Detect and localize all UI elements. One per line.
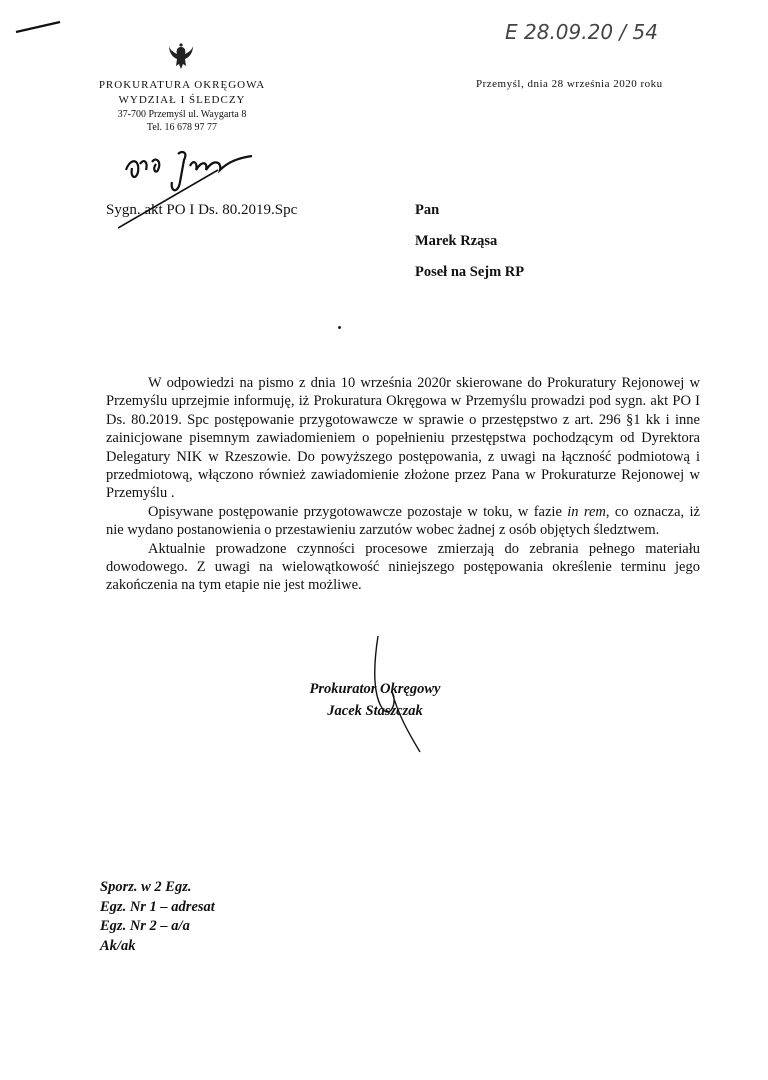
case-reference: Sygn. akt PO I Ds. 80.2019.Spc [106, 202, 298, 218]
body-paragraph: Opisywane postępowanie przygotowawcze pozostaje w toku, w fazie in rem, co oznacza, iż nie wydano postanowienia o przestawieniu zarzutów wobec żadnej z osób objętych śledztwem. [106, 503, 700, 539]
office-name: PROKURATURA OKRĘGOWA [98, 79, 266, 91]
place-date: Przemyśl, dnia 28 września 2020 roku [476, 78, 663, 90]
recipient-block [415, 202, 524, 295]
body-paragraph: Aktualnie prowadzone czynności procesowe zmierzają do zebrania pełnego materiału dowodowego. Z uwagi na wielowątkowość niniejszego postępowania określenie terminu jego zakończenia na tym etapie nie jest możliwe. [106, 540, 700, 594]
distribution-item: Sporz. w 2 Egz. [100, 879, 192, 895]
recipient-name: Marek Rząsa [415, 233, 498, 249]
recipient-title: Poseł na Sejm RP [415, 264, 525, 280]
latin-phrase: in rem [567, 503, 606, 520]
department-name: WYDZIAŁ I ŚLEDCZY [118, 93, 246, 106]
office-phone: Tel. 16 678 97 77 [146, 122, 218, 134]
header-office [92, 78, 272, 135]
body-paragraph: W odpowiedzi na pismo z dnia 10 września 2020r skierowane do Prokuratury Rejonowej w Przemyślu uprzejmie informuję, iż Prokuratura Okręgowa w Przemyślu prowadzi pod sygn. akt PO I Ds. 80.2019. Spc postępowanie przygotowawcze w sprawie o przestępstwo z art. 296 §1 kk i inne zainicjowane pisemnym zawiadomieniem o popełnieniu przestępstwa pochodzącym od Dyrektora Delegatury NIK w Rzeszowie. Do powyższego postępowania, z uwagi na łączność podmiotową i przedmiotową, włączono również zawiadomienie złożone przez Pana w Prokuraturze Rejonowej w Przemyślu . [106, 375, 700, 502]
recipient-salutation: Pan [415, 202, 440, 218]
stray-dot [338, 326, 341, 329]
signer-name: Jacek Staszczak [327, 703, 423, 720]
distribution-list [100, 878, 215, 957]
registry-stamp: E 28.09.20 / 54 [505, 20, 658, 44]
distribution-item: Ak/ak [100, 938, 136, 955]
distribution-item: Egz. Nr 1 – adresat [100, 898, 215, 915]
letter-body [106, 374, 700, 595]
pen-mark [14, 18, 62, 36]
office-address: 37-700 Przemyśl ul. Waygarta 8 [117, 108, 247, 120]
signer-role: Prokurator Okręgowy [309, 681, 441, 697]
eagle-emblem-icon [168, 40, 194, 72]
signature-block [280, 678, 470, 723]
distribution-item: Egz. Nr 2 – a/a [100, 918, 190, 935]
